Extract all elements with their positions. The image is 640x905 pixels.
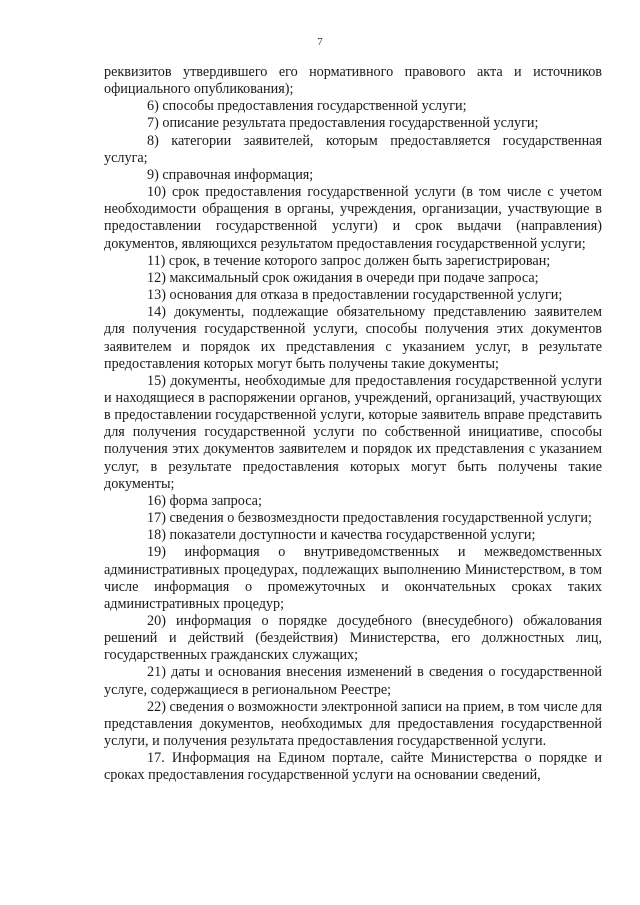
paragraph: 19) информация о внутриведомственных и межведомственных административных процедурах, подлежащих выполнению Министерством, в том числе информация о промежуточных и окончательных сроках таких административных процедур; — [104, 544, 602, 612]
paragraph: 11) срок, в течение которого запрос должен быть зарегистрирован; — [147, 252, 551, 269]
paragraph: 9) справочная информация; — [147, 166, 314, 183]
paragraph: 16) форма запроса; — [147, 492, 262, 509]
paragraph: 14) документы, подлежащие обязательному представлению заявителем для получения государственной услуги, способы получения этих документов заявителем и порядок их представления с указанием услуг, в результате предоставления которых могут быть получены такие документы; — [104, 304, 602, 372]
paragraph: 12) максимальный срок ожидания в очереди при подаче запроса; — [147, 269, 539, 286]
paragraph: 17) сведения о безвозмездности предоставления государственной услуги; — [147, 510, 592, 527]
paragraph: 21) даты и основания внесения изменений в сведения о государственной услуге, содержащиеся в региональном Реестре; — [104, 664, 602, 698]
paragraph: 6) способы предоставления государственной услуги; — [147, 98, 467, 115]
paragraph: 10) срок предоставления государственной услуги (в том числе с учетом необходимости обращения в органы, учреждения, организации, участвующие в предоставлении государственной услуги) и срок выдачи (направления) документов, являющихся результатом предоставления государственной услуги; — [104, 184, 602, 252]
paragraph: реквизитов утвердившего его нормативного правового акта и источников официального опубликования); — [104, 64, 602, 98]
paragraph: 22) сведения о возможности электронной записи на прием, в том числе для представления документов, необходимых для предоставления государственной услуги, и получения результата предоставления государственной услуги. — [104, 698, 602, 750]
document-body — [104, 64, 602, 785]
paragraph: 17. Информация на Едином портале, сайте Министерства о порядке и сроках предоставления государственной услуги на основании сведений, — [104, 750, 602, 784]
paragraph: 7) описание результата предоставления государственной услуги; — [147, 115, 539, 132]
paragraph: 13) основания для отказа в предоставлении государственной услуги; — [147, 287, 563, 304]
paragraph: 8) категории заявителей, которым предоставляется государственная услуга; — [104, 132, 602, 166]
page-number: 7 — [317, 36, 323, 48]
paragraph: 15) документы, необходимые для предоставления государственной услуги и находящиеся в распоряжении органов, учреждений, организаций, участвующих в предоставлении государственной услуги, которые заявитель вправе представить для получения государственной услуги по собственной инициативе, способы получения этих документов заявителем и порядок их представления с указанием услуг, в результате предоставления которых могут быть получены такие документы; — [104, 372, 602, 492]
paragraph: 18) показатели доступности и качества государственной услуги; — [147, 527, 536, 544]
paragraph: 20) информация о порядке досудебного (внесудебного) обжалования решений и действий (бездействия) Министерства, его должностных лиц, государственных гражданских служащих; — [104, 613, 602, 664]
